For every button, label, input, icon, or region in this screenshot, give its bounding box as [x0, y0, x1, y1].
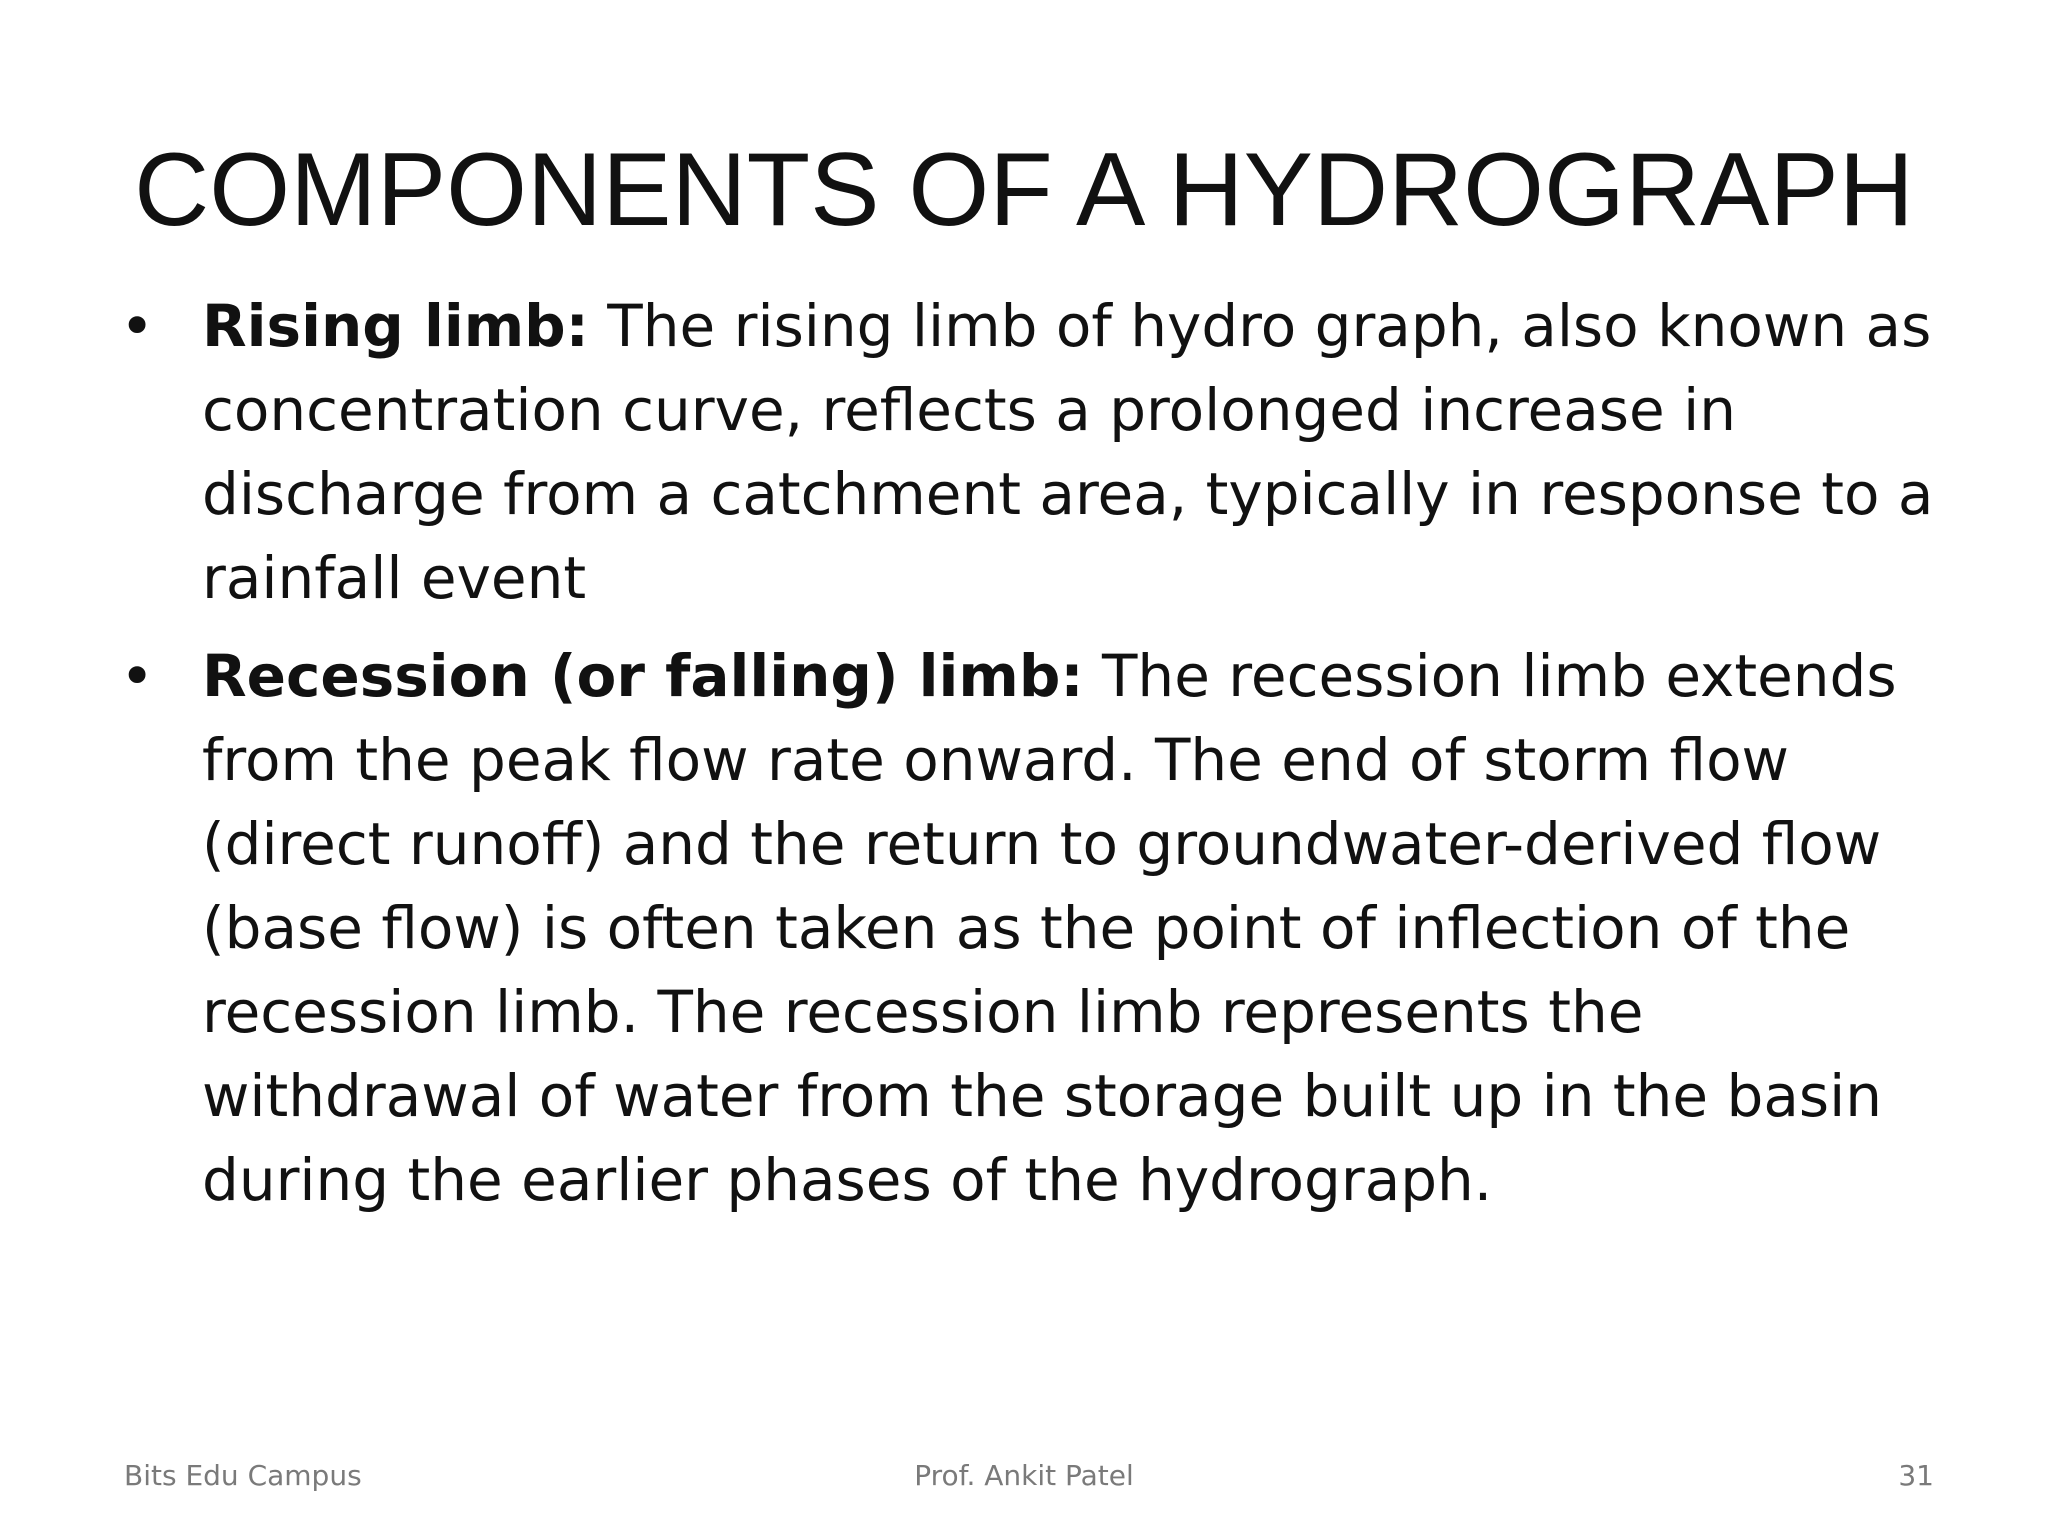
bullet-term: Rising limb: [202, 292, 589, 360]
page-number: 31 [1898, 1459, 1934, 1492]
bullet-term: Recession (or falling) limb: [202, 642, 1084, 710]
slide-title: COMPONENTS OF A HYDROGRAPH [134, 132, 1914, 248]
bullet-text: The recession limb extends from the peak flow rate onward. The end of storm flow (direct runoff) and the return to groundwater-derived flow (base flow) is often taken as the point of inflection of the recession limb. The recession limb represents the withdrawal of water from the storage built up in the basin during the earlier phases of the hydrograph. [202, 642, 1897, 1214]
footer-institution: Bits Edu Campus [124, 1459, 362, 1492]
bullet-marker: • [120, 642, 155, 710]
bullet-marker: • [120, 292, 155, 360]
footer-author: Prof. Ankit Patel [914, 1459, 1134, 1492]
bullet-item-recession-limb [120, 634, 1940, 1222]
bullet-item-rising-limb [120, 284, 1940, 620]
slide-body [120, 284, 1940, 1236]
bullet-text: The rising limb of hydro graph, also known as concentration curve, reflects a prolonged increase in discharge from a catchment area, typically in response to a rainfall event [202, 292, 1934, 612]
